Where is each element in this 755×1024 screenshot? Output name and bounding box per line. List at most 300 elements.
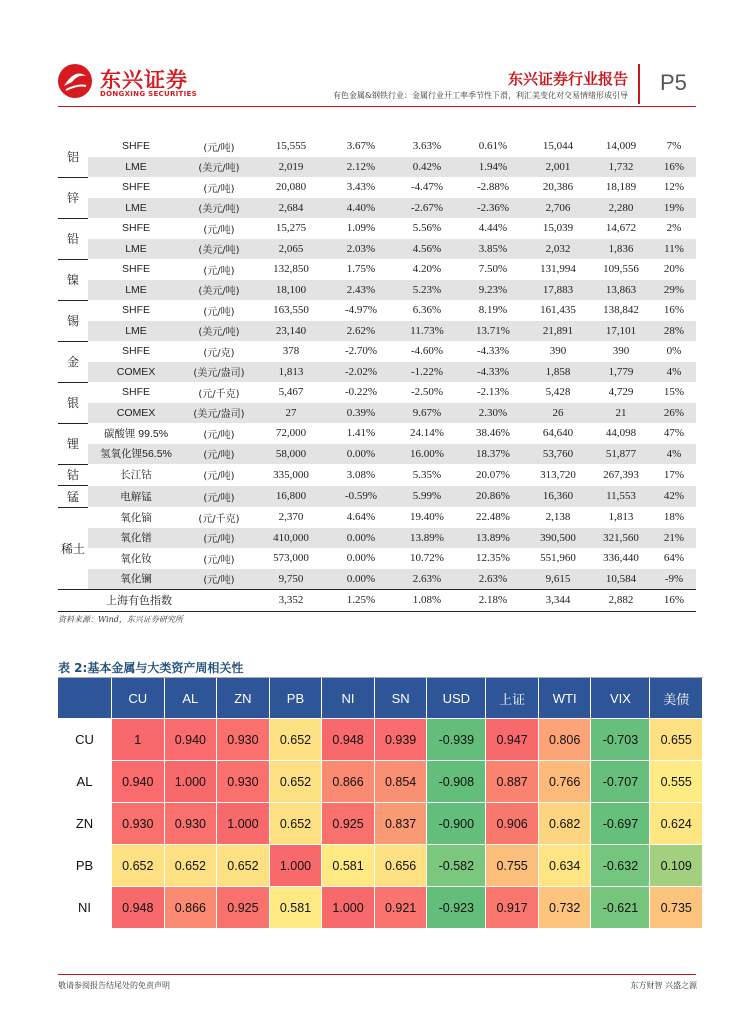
cell-pct: 16%: [652, 157, 696, 178]
cell-pct: 15%: [663, 386, 685, 399]
cell-exchange: SHFE: [121, 304, 150, 317]
row-label: ZN: [58, 803, 112, 845]
table-row: [58, 719, 703, 761]
cell-unit: (美元/吨): [184, 198, 254, 219]
column-header: USD: [427, 678, 486, 719]
cell-pct: 11%: [652, 239, 696, 260]
table-row: [58, 341, 696, 362]
cell-c2: -2.67%: [394, 198, 460, 219]
correlation-cell: 0.652: [112, 845, 165, 887]
cell-c2: 5.99%: [394, 486, 460, 508]
correlation-cell: -0.939: [427, 719, 486, 761]
cell-exchange: LME: [88, 321, 184, 342]
cell-c1: 0.39%: [328, 403, 394, 424]
correlation-cell: 0.940: [164, 719, 217, 761]
correlation-cell: -0.707: [591, 761, 650, 803]
column-header: PB: [269, 678, 322, 719]
metal-label: 镍: [58, 259, 88, 300]
correlation-cell: -0.900: [427, 803, 486, 845]
column-header: WTI: [538, 678, 591, 719]
cell-exchange: 碳酸锂 99.5%: [103, 427, 169, 440]
table-row: [58, 362, 696, 383]
correlation-cell: 0.766: [538, 761, 591, 803]
price-table: [58, 136, 696, 612]
cell-c1: 3.08%: [346, 468, 376, 481]
cell-l: 44,098: [605, 427, 637, 440]
cell-c2: 11.73%: [394, 321, 460, 342]
correlation-cell: 0.887: [486, 761, 539, 803]
cell-price: 16,800: [254, 486, 328, 508]
cell-unit: (美元/盎司): [184, 362, 254, 383]
row-label: PB: [58, 845, 112, 887]
cell-c3: 38.46%: [476, 427, 510, 440]
cell-exchange: LME: [88, 280, 184, 301]
cell-pct: 28%: [652, 321, 696, 342]
cell-c3: -4.33%: [460, 362, 526, 383]
cell-price: 58,000: [254, 444, 328, 465]
cell-exchange: COMEX: [88, 403, 184, 424]
cell-c2: 10.72%: [410, 552, 444, 565]
table-row: [58, 486, 696, 508]
cell-h: 2,138: [545, 511, 571, 524]
cell-c1: 2.03%: [328, 239, 394, 260]
cell-pct: 12%: [663, 181, 685, 194]
cell-c3: -4.33%: [476, 345, 510, 358]
cell-h: 2,001: [526, 157, 590, 178]
cell-h: 390,500: [526, 528, 590, 549]
table-row: [58, 887, 703, 929]
cell-price: 15,555: [275, 140, 307, 153]
table-row: [58, 382, 696, 403]
cell-c2: 9.67%: [394, 403, 460, 424]
cell-exchange: 氧化镧: [88, 569, 184, 590]
table-row: [58, 321, 696, 342]
metal-label: 锌: [58, 177, 88, 218]
correlation-cell: 0.939: [374, 719, 427, 761]
cell-price: 3,352: [254, 590, 328, 612]
cell-pct: 17%: [663, 468, 685, 481]
cell-pct: 29%: [652, 280, 696, 301]
correlation-cell: 1.000: [164, 761, 217, 803]
cell-unit: (美元/吨): [184, 157, 254, 178]
cell-h: 5,428: [545, 386, 571, 399]
footer-rule: [58, 974, 696, 975]
cell-h: 551,960: [540, 552, 576, 565]
cell-l: 1,779: [590, 362, 652, 383]
cell-c3: 9.23%: [460, 280, 526, 301]
correlation-cell: 0.917: [486, 887, 539, 929]
correlation-cell: -0.582: [427, 845, 486, 887]
cell-c2: 6.36%: [412, 304, 442, 317]
cell-pct: 20%: [663, 263, 685, 276]
cell-price: 573,000: [273, 552, 309, 565]
cell-unit: (元/吨): [184, 486, 254, 508]
table-row: [58, 403, 696, 424]
correlation-cell: 0.652: [269, 761, 322, 803]
column-header: VIX: [591, 678, 650, 719]
cell-c2: -4.47%: [410, 181, 444, 194]
table-row: [58, 464, 696, 486]
cell-c3: 0.61%: [478, 140, 508, 153]
correlation-cell: 0.948: [322, 719, 375, 761]
cell-c3: 22.48%: [476, 511, 510, 524]
cell-price: 27: [254, 403, 328, 424]
cell-c2: 24.14%: [410, 427, 444, 440]
cell-l: 21: [590, 403, 652, 424]
correlation-cell: 0.581: [269, 887, 322, 929]
cell-c3: -2.36%: [460, 198, 526, 219]
row-label: NI: [58, 887, 112, 929]
cell-c1: 2.62%: [328, 321, 394, 342]
correlation-cell: -0.908: [427, 761, 486, 803]
cell-price: 2,684: [254, 198, 328, 219]
cell-l: 336,440: [603, 552, 639, 565]
cell-pct: 16%: [652, 590, 696, 612]
correlation-cell: 0.581: [322, 845, 375, 887]
cell-pct: 4%: [652, 444, 696, 465]
table-row: [58, 803, 703, 845]
correlation-cell: 0.866: [322, 761, 375, 803]
cell-exchange: LME: [88, 239, 184, 260]
correlation-cell: 0.921: [374, 887, 427, 929]
cell-c3: 2.18%: [460, 590, 526, 612]
table-row: [58, 444, 696, 465]
cell-c3: 18.37%: [460, 444, 526, 465]
cell-exchange: 氧化镝: [120, 511, 152, 524]
cell-h: 390: [549, 345, 567, 358]
cell-h: 17,883: [526, 280, 590, 301]
cell-price: 2,065: [254, 239, 328, 260]
cell-unit: (元/吨): [203, 429, 235, 441]
cell-c3: -2.13%: [476, 386, 510, 399]
correlation-cell: 0.930: [217, 761, 270, 803]
cell-pct: 21%: [652, 528, 696, 549]
cell-c3: 12.35%: [476, 552, 510, 565]
table-row: [58, 218, 696, 239]
metal-label: 锰: [58, 486, 88, 508]
cell-c2: -2.50%: [410, 386, 444, 399]
table-row: [58, 198, 696, 219]
cell-unit: (元/吨): [203, 265, 235, 277]
cell-c3: 1.94%: [460, 157, 526, 178]
cell-pct: 16%: [663, 304, 685, 317]
correlation-cell: 0.656: [374, 845, 427, 887]
cell-c1: 1.75%: [346, 263, 376, 276]
correlation-cell: -0.697: [591, 803, 650, 845]
cell-price: 410,000: [254, 528, 328, 549]
cell-l: 267,393: [603, 468, 639, 481]
logo-mark-icon: [58, 64, 92, 98]
table-row: [58, 569, 696, 590]
cell-l: 1,813: [608, 511, 634, 524]
cell-l: 138,842: [603, 304, 639, 317]
correlation-cell: 0.555: [650, 761, 703, 803]
metal-label: 铅: [58, 218, 88, 259]
correlation-cell: 0.854: [374, 761, 427, 803]
cell-pct: 47%: [663, 427, 685, 440]
cell-price: 2,370: [278, 511, 304, 524]
correlation-cell: 0.947: [486, 719, 539, 761]
correlation-cell: 0.732: [538, 887, 591, 929]
cell-unit: (元/吨): [184, 528, 254, 549]
logo-text-en: DONGXING SECURITIES: [100, 90, 197, 98]
cell-price: 15,275: [275, 222, 307, 235]
cell-h: 2,032: [526, 239, 590, 260]
table-row: [58, 761, 703, 803]
correlation-cell: 0.925: [217, 887, 270, 929]
cell-h: 64,640: [542, 427, 574, 440]
correlation-cell: 0.652: [269, 719, 322, 761]
correlation-cell: 0.652: [269, 803, 322, 845]
cell-exchange: SHFE: [121, 263, 150, 276]
correlation-cell: 0.930: [164, 803, 217, 845]
correlation-cell: 1.000: [217, 803, 270, 845]
cell-pct: 0%: [666, 345, 682, 358]
cell-h: 15,044: [542, 140, 574, 153]
column-header: 上证: [486, 678, 539, 719]
cell-pct: 64%: [663, 552, 685, 565]
column-header: SN: [374, 678, 427, 719]
correlation-cell: -0.621: [591, 887, 650, 929]
column-header: AL: [164, 678, 217, 719]
cell-c3: 2.63%: [460, 569, 526, 590]
cell-c1: 2.43%: [328, 280, 394, 301]
cell-l: 10,584: [590, 569, 652, 590]
cell-h: 9,615: [526, 569, 590, 590]
cell-h: 26: [526, 403, 590, 424]
cell-pct: 19%: [652, 198, 696, 219]
cell-price: 2,019: [254, 157, 328, 178]
cell-c3: 7.50%: [478, 263, 508, 276]
report-title: 东兴证券行业报告: [507, 70, 628, 88]
correlation-cell: 0.948: [112, 887, 165, 929]
table-row: [58, 507, 696, 528]
table-row: [58, 157, 696, 178]
cell-l: 2,882: [590, 590, 652, 612]
cell-unit: (元/千克): [198, 513, 240, 525]
cell-c2: 0.42%: [394, 157, 460, 178]
column-header: 美债: [650, 678, 703, 719]
cell-unit: (元/吨): [203, 224, 235, 236]
cell-pct: -9%: [652, 569, 696, 590]
cell-exchange: LME: [88, 198, 184, 219]
cell-unit: (元/吨): [203, 306, 235, 318]
cell-exchange: SHFE: [121, 181, 150, 194]
correlation-cell: 0.634: [538, 845, 591, 887]
cell-pct: 4%: [652, 362, 696, 383]
cell-c2: 5.23%: [394, 280, 460, 301]
row-label: CU: [58, 719, 112, 761]
slogan: 东方财智 兴盛之源: [630, 981, 697, 990]
cell-c2: 13.89%: [394, 528, 460, 549]
cell-c2: 1.08%: [394, 590, 460, 612]
cell-c1: 1.25%: [328, 590, 394, 612]
cell-l: 51,877: [590, 444, 652, 465]
page-number: P5: [660, 70, 687, 95]
cell-c2: 5.35%: [412, 468, 442, 481]
cell-c3: 20.86%: [460, 486, 526, 508]
cell-c2: 2.63%: [394, 569, 460, 590]
header-divider: [638, 64, 640, 104]
correlation-cell: 0.652: [164, 845, 217, 887]
source-note: 资料来源：Wind，东兴证券研究所: [58, 615, 183, 624]
cell-price: 5,467: [278, 386, 304, 399]
table-row: [58, 136, 696, 157]
cell-c1: 3.43%: [346, 181, 376, 194]
cell-l: 11,553: [590, 486, 652, 508]
cell-h: 20,386: [542, 181, 574, 194]
cell-exchange: SHFE: [121, 140, 150, 153]
cell-unit: (美元/盎司): [184, 403, 254, 424]
cell-c2: -4.60%: [410, 345, 444, 358]
cell-c3: 13.71%: [460, 321, 526, 342]
cell-h: 21,891: [526, 321, 590, 342]
metal-label: 金: [58, 341, 88, 382]
correlation-cell: 0.755: [486, 845, 539, 887]
index-row: [58, 590, 696, 612]
disclaimer-note: 敬请参阅报告结尾处的免责声明: [58, 981, 170, 990]
correlation-cell: 0.925: [322, 803, 375, 845]
column-header: CU: [112, 678, 165, 719]
cell-c2: 16.00%: [394, 444, 460, 465]
cell-l: 4,729: [608, 386, 634, 399]
table-row: [58, 548, 696, 569]
cell-l: 17,101: [590, 321, 652, 342]
correlation-cell: 0.735: [650, 887, 703, 929]
cell-h: 16,360: [526, 486, 590, 508]
cell-c2: 4.56%: [394, 239, 460, 260]
cell-exchange: 氧化钕: [120, 552, 152, 565]
cell-c1: -2.70%: [344, 345, 378, 358]
cell-unit: (元/吨): [184, 444, 254, 465]
cell-unit: (元/吨): [184, 569, 254, 590]
cell-c1: 2.12%: [328, 157, 394, 178]
cell-l: 390: [612, 345, 630, 358]
correlation-cell: 0.940: [112, 761, 165, 803]
cell-c1: 4.40%: [328, 198, 394, 219]
cell-unit: (元/吨): [203, 471, 235, 483]
table-row: [58, 280, 696, 301]
metal-label: 钴: [58, 464, 88, 486]
table-row: [58, 177, 696, 198]
cell-price: 18,100: [254, 280, 328, 301]
header-rule: [58, 106, 696, 107]
cell-c3: 13.89%: [460, 528, 526, 549]
cell-c3: 2.30%: [460, 403, 526, 424]
correlation-cell: 0.109: [650, 845, 703, 887]
correlation-cell: 1.000: [269, 845, 322, 887]
cell-c1: 0.00%: [328, 444, 394, 465]
cell-h: 1,858: [526, 362, 590, 383]
cell-c2: 4.20%: [412, 263, 442, 276]
cell-c1: 0.00%: [346, 552, 376, 565]
cell-exchange: SHFE: [121, 222, 150, 235]
cell-price: 132,850: [273, 263, 309, 276]
correlation-cell: 1.000: [322, 887, 375, 929]
correlation-cell: 1: [112, 719, 165, 761]
cell-c2: -1.22%: [394, 362, 460, 383]
cell-c1: -0.59%: [328, 486, 394, 508]
column-header: NI: [322, 678, 375, 719]
table-row: [58, 300, 696, 321]
cell-c1: 1.41%: [346, 427, 376, 440]
correlation-cell: 0.906: [486, 803, 539, 845]
correlation-cell: 0.806: [538, 719, 591, 761]
cell-h: 53,760: [526, 444, 590, 465]
metal-label: 稀土: [58, 507, 88, 590]
cell-c1: -4.97%: [344, 304, 378, 317]
cell-l: 14,009: [605, 140, 637, 153]
cell-c3: -2.88%: [476, 181, 510, 194]
table-row: [58, 239, 696, 260]
cell-c1: 0.00%: [328, 528, 394, 549]
cell-exchange: 氢氧化锂56.5%: [88, 444, 184, 465]
correlation-cell: 0.930: [112, 803, 165, 845]
cell-unit: (美元/吨): [184, 239, 254, 260]
correlation-cell: -0.632: [591, 845, 650, 887]
header-corner: [58, 678, 112, 719]
cell-unit: (元/吨): [203, 183, 235, 195]
cell-exchange: SHFE: [121, 386, 150, 399]
cell-pct: 7%: [666, 140, 682, 153]
cell-price: 335,000: [273, 468, 309, 481]
cell-unit: (元/吨): [203, 554, 235, 566]
cell-price: 1,813: [254, 362, 328, 383]
cell-price: 23,140: [254, 321, 328, 342]
cell-l: 321,560: [590, 528, 652, 549]
cell-l: 109,556: [603, 263, 639, 276]
cell-pct: 18%: [663, 511, 685, 524]
correlation-cell: 0.866: [164, 887, 217, 929]
metal-label: 锂: [58, 423, 88, 464]
row-label: AL: [58, 761, 112, 803]
cell-price: 72,000: [275, 427, 307, 440]
cell-exchange: COMEX: [88, 362, 184, 383]
metal-label: 银: [58, 382, 88, 423]
cell-exchange: 长江钴: [120, 469, 152, 482]
cell-c1: -2.02%: [328, 362, 394, 383]
correlation-cell: 0.652: [217, 845, 270, 887]
cell-h: 131,994: [540, 263, 576, 276]
cell-c1: 4.64%: [346, 511, 376, 524]
correlation-cell: 0.624: [650, 803, 703, 845]
table-row: [58, 528, 696, 549]
cell-c1: 1.09%: [346, 222, 376, 235]
cell-exchange: 电解锰: [88, 486, 184, 508]
cell-exchange: SHFE: [121, 345, 150, 358]
cell-l: 1,732: [590, 157, 652, 178]
cell-c1: 3.67%: [346, 140, 376, 153]
correlation-table: [58, 678, 703, 929]
cell-price: 9,750: [254, 569, 328, 590]
logo-text-cn: 东兴证券: [100, 68, 188, 92]
correlation-cell: -0.703: [591, 719, 650, 761]
correlation-cell: 0.930: [217, 719, 270, 761]
cell-c2: 5.56%: [412, 222, 442, 235]
cell-unit: (元/克): [203, 347, 235, 359]
cell-h: 15,039: [542, 222, 574, 235]
cell-unit: (美元/吨): [184, 280, 254, 301]
cell-c3: 20.07%: [476, 468, 510, 481]
table-row: [58, 259, 696, 280]
table-row: [58, 423, 696, 444]
table-row: [58, 845, 703, 887]
cell-h: 3,344: [526, 590, 590, 612]
correlation-table-title: 表 2:基本金属与大类资产周相关性: [58, 661, 244, 675]
cell-c1: -0.22%: [344, 386, 378, 399]
metal-label: 铝: [66, 149, 79, 164]
cell-l: 14,672: [605, 222, 637, 235]
